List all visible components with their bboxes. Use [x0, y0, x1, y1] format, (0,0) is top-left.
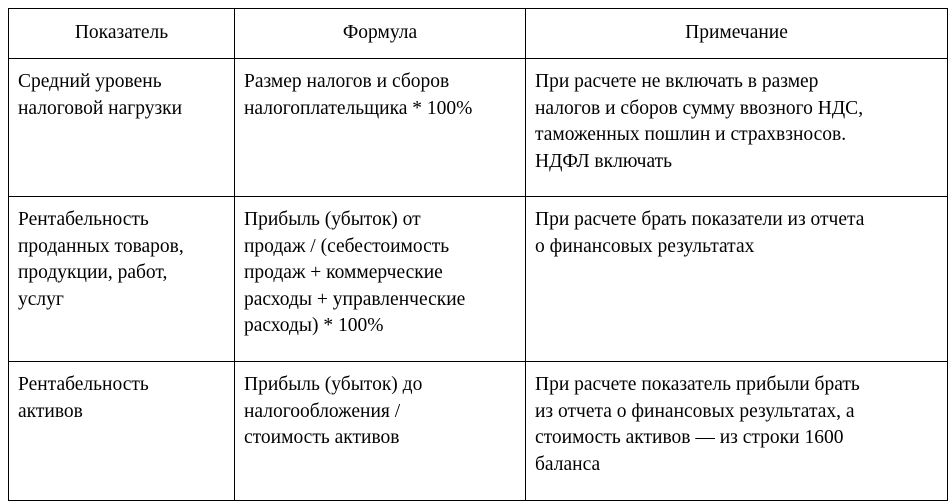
formula-cell: Размер налогов и сборов налогоплательщика * 100% [235, 59, 526, 197]
indicators-table [8, 8, 948, 501]
table-row [9, 362, 948, 501]
table-header [9, 9, 948, 59]
formula-cell: Прибыль (убыток) до налогообложения / стоимость активов [235, 362, 526, 501]
note-cell: При расчете брать показатели из отчета о финансовых результатах [526, 197, 948, 362]
indicator-cell: Рентабельность активов [9, 362, 235, 501]
indicator-cell: Рентабельность проданных товаров, продукции, работ, услуг [9, 197, 235, 362]
header-indicator: Показатель [9, 9, 235, 59]
note-cell: При расчете показатель прибыли брать из отчета о финансовых результатах, а стоимость активов — из строки 1600 баланса [526, 362, 948, 501]
note-cell: При расчете не включать в размер налогов и сборов сумму ввозного НДС, таможенных пошлин и страхвзносов. НДФЛ включать [526, 59, 948, 197]
header-row [9, 9, 948, 59]
indicator-cell: Средний уровень налоговой нагрузки [9, 59, 235, 197]
table-row [9, 59, 948, 197]
header-note: Примечание [526, 9, 948, 59]
table-body [9, 59, 948, 501]
table-row [9, 197, 948, 362]
header-formula: Формула [235, 9, 526, 59]
formula-cell: Прибыль (убыток) от продаж / (себестоимость продаж + коммерческие расходы + управленческие расходы) * 100% [235, 197, 526, 362]
